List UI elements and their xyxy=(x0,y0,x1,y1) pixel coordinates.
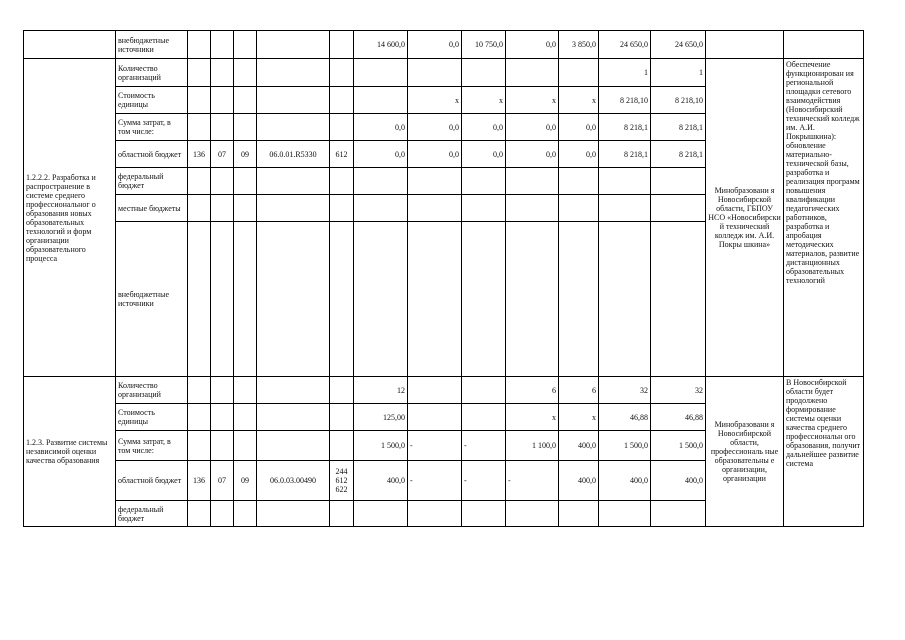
row-label: федеральный бюджет xyxy=(116,168,188,195)
grbs-cell: 136 xyxy=(188,461,211,501)
value-cell: 32 xyxy=(599,377,651,404)
value-cell: 6 xyxy=(506,377,559,404)
value-cell xyxy=(354,59,408,87)
event-name-cell xyxy=(24,31,116,59)
value-cell: - xyxy=(462,431,506,461)
row-label: внебюджетные источники xyxy=(116,31,188,59)
value-cell: 400,0 xyxy=(559,461,599,501)
value-cell xyxy=(462,59,506,87)
row-label: Сумма затрат, в том числе: xyxy=(116,431,188,461)
value-cell: - xyxy=(408,431,462,461)
row-label: внебюджетные источники xyxy=(116,222,188,377)
value-cell xyxy=(462,404,506,431)
value-cell xyxy=(559,59,599,87)
table-row xyxy=(24,59,864,87)
value-cell: 0,0 xyxy=(462,114,506,141)
rz-cell: 07 xyxy=(211,461,234,501)
row-label: федеральный бюджет xyxy=(116,501,188,527)
value-cell: 3 850,0 xyxy=(559,31,599,59)
budget-table xyxy=(23,30,864,527)
value-cell: 0,0 xyxy=(462,141,506,168)
value-cell: х xyxy=(408,87,462,114)
value-cell: 24 650,0 xyxy=(599,31,651,59)
value-cell: 1 500,0 xyxy=(651,431,706,461)
value-cell: х xyxy=(506,404,559,431)
row-label: областной бюджет xyxy=(116,141,188,168)
value-cell: 12 xyxy=(354,377,408,404)
value-cell: 1 500,0 xyxy=(354,431,408,461)
value-cell: 0,0 xyxy=(506,114,559,141)
csr-cell: 06.0.01.R5330 xyxy=(257,141,330,168)
executor-cell: Минобразовани я Новосибирской области, профессиональ ные образовательны е организации, организации xyxy=(706,377,784,527)
value-cell: - xyxy=(506,461,559,501)
value-cell xyxy=(408,59,462,87)
grbs-cell: 136 xyxy=(188,141,211,168)
value-cell: 0,0 xyxy=(408,31,462,59)
value-cell: 46,88 xyxy=(651,404,706,431)
value-cell: 46,88 xyxy=(599,404,651,431)
table-row xyxy=(24,31,864,59)
row-label: областной бюджет xyxy=(116,461,188,501)
result-cell: Обеспечение функционирован ия региональной площадки сетевого взаимодействия (Новосибирский технический колледж им. А.И. Покрышкина): обновление материально-технической базы, разработка и реализация программ повышения квалификации педагогических работников, разработка и апробация методических материалов, развитие дистанционных образовательных технологий xyxy=(784,59,864,377)
value-cell: 24 650,0 xyxy=(651,31,706,59)
value-cell: 8 218,1 xyxy=(599,114,651,141)
executor-cell: Минобразовани я Новосибирской области, ГБПОУ НСО «Новосибирски й технический колледж им. А.И. Покры шкина» xyxy=(706,59,784,377)
row-label: местные бюджеты xyxy=(116,195,188,222)
value-cell: 400,0 xyxy=(599,461,651,501)
row-label: Количество организаций xyxy=(116,59,188,87)
value-cell: 8 218,1 xyxy=(651,114,706,141)
row-label: Стоимость единицы xyxy=(116,404,188,431)
value-cell: 8 218,1 xyxy=(651,141,706,168)
value-cell: 0,0 xyxy=(506,141,559,168)
value-cell: 0,0 xyxy=(408,141,462,168)
value-cell: 1 xyxy=(599,59,651,87)
value-cell: х xyxy=(559,404,599,431)
value-cell: 0,0 xyxy=(559,114,599,141)
value-cell: 400,0 xyxy=(559,431,599,461)
value-cell: 6 xyxy=(559,377,599,404)
value-cell: х xyxy=(506,87,559,114)
value-cell: 0,0 xyxy=(506,31,559,59)
value-cell: х xyxy=(559,87,599,114)
value-cell: 1 100,0 xyxy=(506,431,559,461)
value-cell: - xyxy=(462,461,506,501)
value-cell: 400,0 xyxy=(354,461,408,501)
value-cell: 0,0 xyxy=(408,114,462,141)
value-cell: 1 xyxy=(651,59,706,87)
rz-cell: 07 xyxy=(211,141,234,168)
table-row xyxy=(24,377,864,404)
value-cell: 10 750,0 xyxy=(462,31,506,59)
value-cell: - xyxy=(408,461,462,501)
value-cell: 0,0 xyxy=(354,141,408,168)
value-cell xyxy=(506,59,559,87)
vr-cell: 612 xyxy=(330,141,354,168)
value-cell xyxy=(408,377,462,404)
value-cell xyxy=(462,377,506,404)
value-cell: 8 218,10 xyxy=(599,87,651,114)
value-cell: 8 218,1 xyxy=(599,141,651,168)
value-cell: 8 218,10 xyxy=(651,87,706,114)
csr-cell: 06.0.03.00490 xyxy=(257,461,330,501)
row-label: Стоимость единицы xyxy=(116,87,188,114)
value-cell: 0,0 xyxy=(559,141,599,168)
value-cell: 1 500,0 xyxy=(599,431,651,461)
result-cell: В Новосибирской области будет продолжено формирование системы оценки качества среднего профессиональн ого образования, получит дальнейшее развитие система xyxy=(784,377,864,527)
event-name-cell: 1.2.3. Развитие системы независимой оценки качества образования xyxy=(24,377,116,527)
value-cell: 0,0 xyxy=(354,114,408,141)
pr-cell: 09 xyxy=(234,461,257,501)
value-cell: 125,00 xyxy=(354,404,408,431)
value-cell: х xyxy=(462,87,506,114)
value-cell xyxy=(354,87,408,114)
pr-cell: 09 xyxy=(234,141,257,168)
vr-cell: 244 612 622 xyxy=(330,461,354,501)
event-name-cell: 1.2.2.2. Разработка и распространение в системе среднего профессиональног о образования новых образовательных технологий и форм организации образовательного процесса xyxy=(24,59,116,377)
row-label: Сумма затрат, в том числе: xyxy=(116,114,188,141)
value-cell: 400,0 xyxy=(651,461,706,501)
row-label: Количество организаций xyxy=(116,377,188,404)
value-cell xyxy=(408,404,462,431)
value-cell: 32 xyxy=(651,377,706,404)
value-cell: 14 600,0 xyxy=(354,31,408,59)
